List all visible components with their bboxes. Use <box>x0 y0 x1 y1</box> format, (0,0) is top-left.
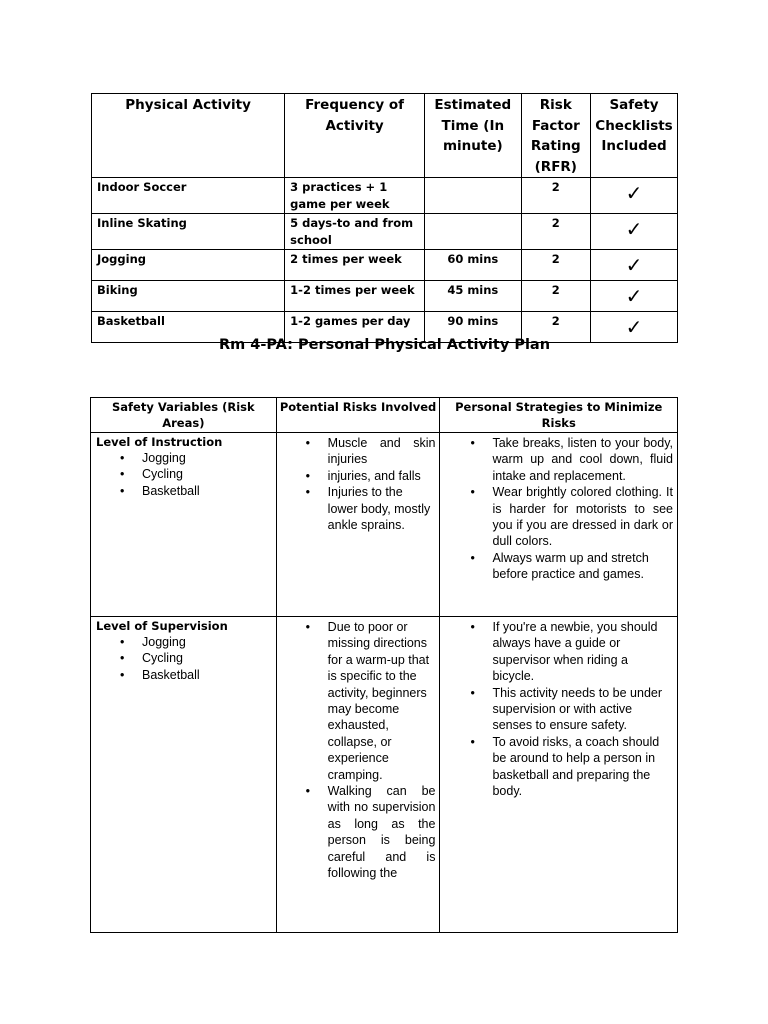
activity-frequency: 2 times per week <box>285 250 425 281</box>
safety-table <box>90 397 678 933</box>
activity-name: Inline Skating <box>92 214 285 250</box>
table-header-row <box>92 94 678 178</box>
activity-table <box>91 93 678 343</box>
header-frequency: Frequency of Activity <box>285 94 425 178</box>
header-safety-variables: Safety Variables (Risk Areas) <box>91 398 277 433</box>
list-item: • Always warm up and stretch before practice and games. <box>492 550 673 583</box>
activity-time: 90 mins <box>425 312 522 343</box>
activity-rfr: 2 <box>521 214 590 250</box>
list-item: • Wear brightly colored clothing. It is harder for motorists to see you if you are dressed in dark or dull colors. <box>492 484 673 550</box>
strategy-list <box>445 619 673 799</box>
header-personal-strategies: Personal Strategies to Minimize Risks <box>440 398 678 433</box>
activity-frequency: 1-2 times per week <box>285 281 425 312</box>
activity-rfr: 2 <box>521 250 590 281</box>
safety-variable-label: Level of Supervision <box>96 619 228 633</box>
activity-frequency: 5 days-to and from school <box>285 214 425 250</box>
header-estimated-time: Estimated Time (In minute) <box>425 94 522 178</box>
header-physical-activity: Physical Activity <box>92 94 285 178</box>
activity-time: 45 mins <box>425 281 522 312</box>
list-item: • Muscle and skin injuries <box>328 435 436 468</box>
risk-list <box>282 435 436 533</box>
activity-list <box>96 450 272 499</box>
table-row <box>91 433 678 617</box>
table-header-row <box>91 398 678 433</box>
list-item: • Basketball <box>142 667 272 683</box>
activity-time: 60 mins <box>425 250 522 281</box>
list-item: • Jogging <box>142 450 272 466</box>
activity-frequency: 1-2 games per day <box>285 312 425 343</box>
checkmark-icon: ✓ <box>591 281 678 312</box>
safety-variable-cell <box>91 617 277 933</box>
checkmark-icon: ✓ <box>591 214 678 250</box>
list-item: • Walking can be with no supervision as long as the person is being careful and is following the <box>328 783 436 881</box>
list-item: • Injuries to the lower body, mostly ankle sprains. <box>328 484 436 533</box>
activity-name: Biking <box>92 281 285 312</box>
activity-rfr: 2 <box>521 281 590 312</box>
table-row <box>92 178 678 214</box>
activity-frequency: 3 practices + 1 game per week <box>285 178 425 214</box>
table-caption: Rm 4-PA: Personal Physical Activity Plan <box>218 337 551 353</box>
strategies-cell <box>440 433 678 617</box>
safety-variable-cell <box>91 433 277 617</box>
list-item: • Jogging <box>142 634 272 650</box>
table-row <box>92 281 678 312</box>
checkmark-icon: ✓ <box>591 250 678 281</box>
list-item: • To avoid risks, a coach should be around to help a person in basketball and preparing the body. <box>492 734 673 800</box>
activity-rfr: 2 <box>521 312 590 343</box>
strategy-list <box>445 435 673 583</box>
checkmark-icon: ✓ <box>591 312 678 343</box>
activity-rfr: 2 <box>521 178 590 214</box>
list-item: • Cycling <box>142 466 272 482</box>
header-potential-risks: Potential Risks Involved <box>276 398 440 433</box>
activity-time <box>425 214 522 250</box>
risk-list <box>282 619 436 882</box>
list-item: • This activity needs to be under supervision or with active senses to ensure safety. <box>492 685 673 734</box>
activity-time <box>425 178 522 214</box>
activity-name: Basketball <box>92 312 285 343</box>
safety-variable-label: Level of Instruction <box>96 435 223 449</box>
table-row <box>91 617 678 933</box>
table-row <box>92 214 678 250</box>
potential-risks-cell <box>276 617 440 933</box>
activity-list <box>96 634 272 683</box>
list-item: • Take breaks, listen to your body, warm up and cool down, fluid intake and replacement. <box>492 435 673 484</box>
list-item: • If you're a newbie, you should always have a guide or supervisor when riding a bicycle. <box>492 619 673 685</box>
header-safety-checklists: Safety Checklists Included <box>591 94 678 178</box>
potential-risks-cell <box>276 433 440 617</box>
checkmark-icon: ✓ <box>591 178 678 214</box>
strategies-cell <box>440 617 678 933</box>
list-item: • Due to poor or missing directions for a warm-up that is specific to the activity, beginners may become exhausted, collapse, or experience cramping. <box>328 619 436 783</box>
list-item: • injuries, and falls <box>328 468 436 484</box>
activity-name: Jogging <box>92 250 285 281</box>
activity-name: Indoor Soccer <box>92 178 285 214</box>
list-item: • Basketball <box>142 483 272 499</box>
table-row <box>92 250 678 281</box>
list-item: • Cycling <box>142 650 272 666</box>
header-risk-factor-rating: Risk Factor Rating (RFR) <box>521 94 590 178</box>
